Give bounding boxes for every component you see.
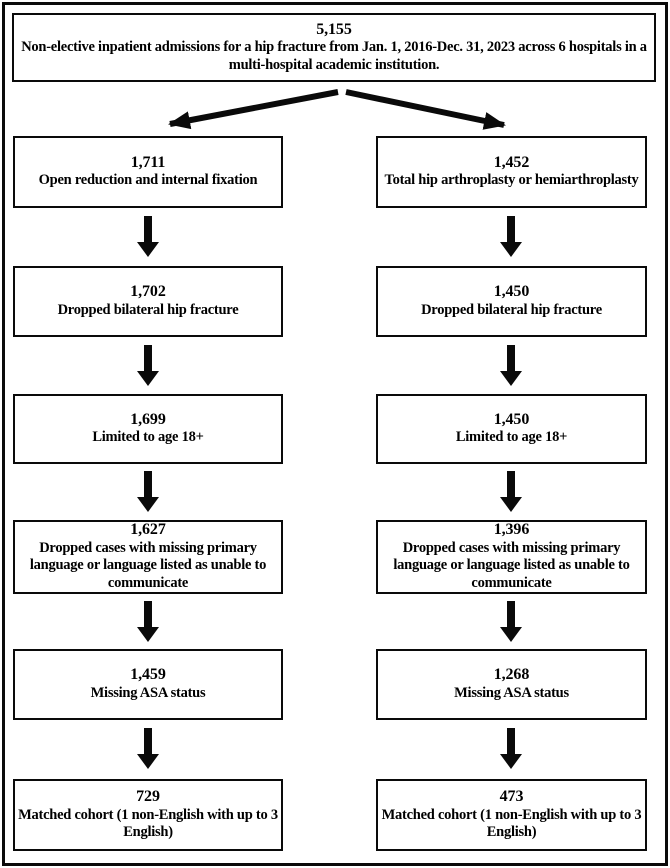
box-label: Missing ASA status — [454, 684, 569, 701]
box-label: Dropped cases with missing primary language or language listed as unable to communicate — [393, 539, 630, 592]
box-number: 5,155 — [316, 20, 352, 38]
down-arrow-icon — [500, 601, 522, 642]
box-number: 1,459 — [130, 666, 166, 684]
box-label: Limited to age 18+ — [455, 429, 568, 446]
down-arrow-icon — [137, 471, 159, 512]
flow-box-total-admissions — [12, 13, 656, 82]
branch-arrow-left — [170, 92, 338, 124]
flow-box-orif — [13, 136, 283, 208]
flow-box-left-matched-cohort — [13, 779, 283, 851]
box-label: Total hip arthroplasty or hemiarthroplasty — [384, 172, 639, 189]
flow-box-left-age — [13, 394, 283, 464]
down-arrow-icon — [500, 728, 522, 769]
box-label: Non-elective inpatient admissions for a hip fracture from Jan. 1, 2016-Dec. 31, 2023 across 6 hospitals in a multi-hospital academic institution. — [21, 39, 647, 73]
down-arrow-icon — [137, 216, 159, 257]
branch-arrows — [0, 85, 670, 135]
down-arrow-icon — [500, 216, 522, 257]
box-number: 1,702 — [130, 283, 166, 301]
box-number: 473 — [499, 788, 524, 806]
box-number: 729 — [136, 788, 160, 806]
box-label: Dropped cases with missing primary language or language listed as unable to communicate — [29, 539, 267, 592]
flow-box-right-language — [376, 520, 647, 594]
flow-box-left-bilateral — [13, 266, 283, 337]
flow-box-arthroplasty — [376, 136, 647, 208]
down-arrow-icon — [137, 345, 159, 386]
flow-box-left-asa — [13, 649, 283, 720]
flow-box-right-age — [376, 394, 647, 464]
flow-box-right-asa — [376, 649, 647, 720]
box-label: Matched cohort (1 non-English with up to 3 English) — [381, 806, 642, 841]
box-number: 1,450 — [493, 283, 530, 301]
box-number: 1,699 — [130, 410, 166, 428]
box-label: Open reduction and internal fixation — [38, 172, 258, 189]
down-arrow-icon — [137, 601, 159, 642]
down-arrow-icon — [137, 728, 159, 769]
box-number: 1,452 — [493, 153, 530, 171]
box-label: Dropped bilateral hip fracture — [57, 301, 239, 318]
box-number: 1,396 — [493, 521, 530, 539]
flow-box-left-language — [13, 520, 283, 594]
box-number: 1,268 — [493, 666, 530, 684]
flow-box-right-bilateral — [376, 266, 647, 337]
box-label: Dropped bilateral hip fracture — [421, 301, 602, 318]
box-number: 1,711 — [130, 153, 166, 171]
branch-arrow-right — [346, 92, 504, 125]
down-arrow-icon — [500, 471, 522, 512]
box-label: Matched cohort (1 non-English with up to 3 English) — [18, 806, 278, 841]
down-arrow-icon — [500, 345, 522, 386]
box-number: 1,450 — [493, 410, 530, 428]
flow-box-right-matched-cohort — [376, 779, 647, 851]
box-label: Missing ASA status — [90, 684, 206, 701]
box-label: Limited to age 18+ — [92, 429, 204, 446]
box-number: 1,627 — [130, 521, 166, 539]
